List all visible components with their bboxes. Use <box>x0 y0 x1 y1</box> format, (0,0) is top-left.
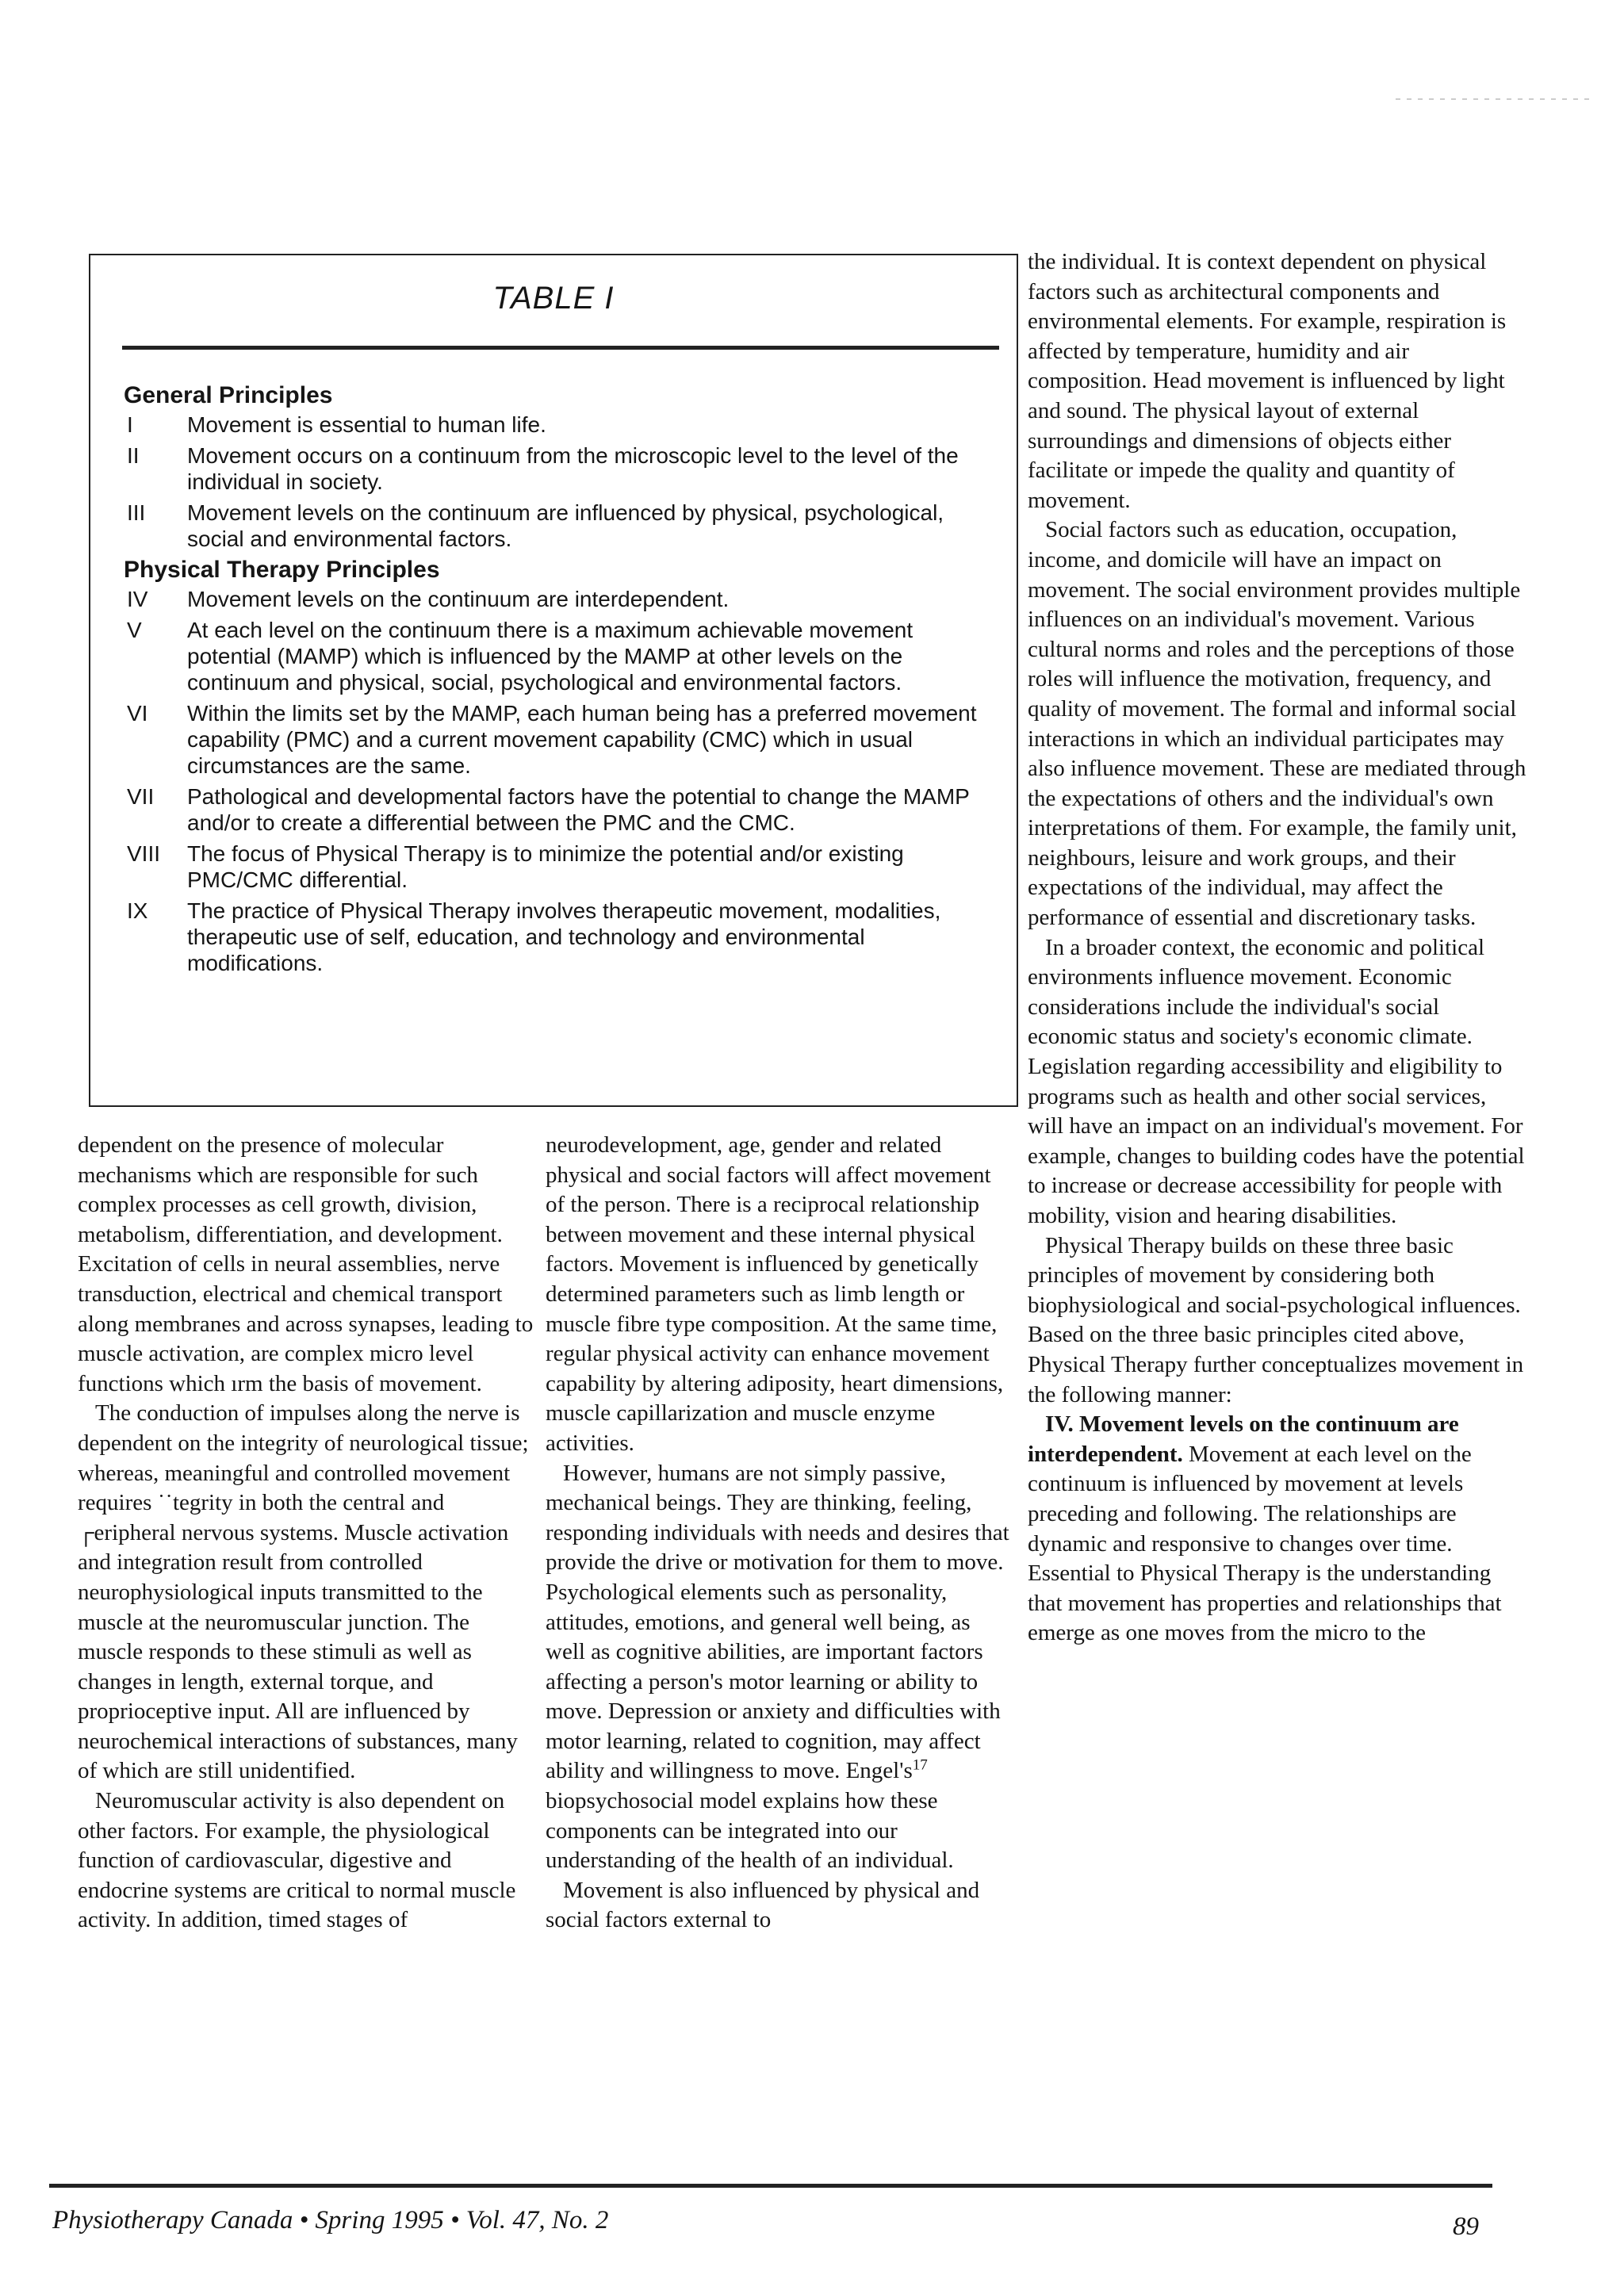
table-item <box>124 412 1001 438</box>
item-text: Movement is essential to human life. <box>187 412 546 437</box>
general-principles-heading: General Principles <box>124 382 333 408</box>
table-item <box>124 500 1001 552</box>
table-item <box>124 898 1001 976</box>
scan-artifact <box>1396 98 1594 100</box>
item-number: IV <box>127 587 148 611</box>
item-number: IX <box>127 898 148 923</box>
table-title-rule <box>122 346 999 350</box>
column-middle <box>546 1131 1013 1936</box>
item-number: VII <box>127 784 155 809</box>
table-title: TABLE I <box>492 281 615 316</box>
paragraph: the individual. It is context dependent on physical factors such as architectural components and environmental elements. For example, respiration is affected by temperature, humidity and air composition. Head movement is influenced by light and sound. The physical layout of external surroundings and dimensions of objects either facilitate or impede the quality and quantity of movement. <box>1028 249 1507 513</box>
column-left <box>78 1131 538 1936</box>
paragraph: dependent on the presence of molecular mechanisms which are responsible for such complex processes as cell growth, division, metabolism, differentiation, and development. Excitation of cells in neural assemblies, nerve transduction, electrical and chemical transport along membranes and across synapses, leading to muscle activation, are complex micro level functions which ırm the basis of movement. <box>78 1132 534 1396</box>
principles-table <box>89 254 1018 1107</box>
column-right <box>1028 247 1527 1649</box>
citation-superscript: 17 <box>912 1756 928 1774</box>
paragraph: Movement is also influenced by physical and social factors external to <box>546 1877 980 1933</box>
paragraph: Neuromuscular activity is also dependent on other factors. For example, the physiological function of cardiovascular, digestive and endocrine systems are critical to normal muscle activity. In addition, timed stages of <box>78 1788 516 1933</box>
paragraph <box>546 1459 1013 1876</box>
paragraph <box>1028 1410 1527 1649</box>
item-number: III <box>127 500 146 525</box>
table-item <box>124 700 1001 779</box>
journal-citation: Physiotherapy Canada • Spring 1995 • Vol. 47, No. 2 <box>52 2206 609 2234</box>
paragraph: Physical Therapy builds on these three basic principles of movement by considering both biophysiological and social-psychological influences. Based on the three basic principles cited above, Physical Therapy further conceptualizes movement in the following manner: <box>1028 1232 1524 1407</box>
paragraph-text: biopsychosocial model explains how these components can be integrated into our understanding of the health of an individual. <box>546 1788 954 1874</box>
page-number: 89 <box>1453 2212 1479 2241</box>
table-item <box>124 586 1001 612</box>
item-number: II <box>127 443 140 468</box>
paragraph: The conduction of impulses along the nerve is dependent on the integrity of neurological tissue; whereas, meaningful and controlled movement requires ˙˙tegrity in both the central and ┌eripheral nervous systems. Muscle activation and integration result from controlled neurophysiological inputs transmitted to the muscle at the neuromuscular junction. The muscle responds to these stimuli as well as changes in length, external torque, and proprioceptive input. All are influenced by neurochemical interactions of substances, many of which are still unidentified. <box>78 1400 529 1784</box>
item-text: The focus of Physical Therapy is to minimize the potential and/or existing PMC/CMC differential. <box>187 841 904 892</box>
item-text: Movement levels on the continuum are influenced by physical, psychological, social and environmental factors. <box>187 500 944 551</box>
item-number: VI <box>127 701 148 726</box>
table-item <box>124 783 1001 836</box>
table-content <box>124 382 1001 981</box>
principle-heading: IV. Movement levels on the continuum are interdependent. <box>1028 1411 1459 1467</box>
item-number: V <box>127 618 142 642</box>
table-item <box>124 442 1001 495</box>
general-principles-list <box>124 412 1001 552</box>
table-item <box>124 617 1001 695</box>
paragraph: In a broader context, the economic and political environments influence movement. Economic considerations include the individual's social economic status and society's economic climate. Legislation regarding accessibility and eligibility to programs such as health and other social services, will have an impact on an individual's movement. For example, changes to building codes have the potential to increase or decrease accessibility for people with mobility, vision and hearing disabilities. <box>1028 934 1525 1228</box>
item-number: I <box>127 412 133 437</box>
item-text: At each level on the continuum there is a maximum achievable movement potential (MAMP) which is influenced by the MAMP at other levels on the continuum and physical, social, psychological and environmental factors. <box>187 618 914 695</box>
item-number: VIII <box>127 841 161 866</box>
item-text: Pathological and developmental factors have the potential to change the MAMP and/or to create a differential between the PMC and the CMC. <box>187 784 970 835</box>
paragraph: Social factors such as education, occupation, income, and domicile will have an impact on movement. The social environment provides multiple influences on an individual's movement. Various cultural norms and roles and the perceptions of those roles will influence the motivation, frequency, and quality of movement. The formal and informal social interactions in which an individual participates may also influence movement. These are mediated through the expectations of others and the individual's own interpretations of them. For example, the family unit, neighbours, leisure and work groups, and their expectations of the individual, may affect the performance of essential and discretionary tasks. <box>1028 517 1526 931</box>
item-text: Within the limits set by the MAMP, each human being has a preferred movement capability (PMC) and a current movement capability (CMC) which in usual circumstances are the same. <box>187 701 977 778</box>
pt-principles-list <box>124 586 1001 976</box>
pt-principles-heading: Physical Therapy Principles <box>124 557 440 583</box>
footer-rule <box>49 2184 1492 2188</box>
item-text: Movement levels on the continuum are interdependent. <box>187 587 730 611</box>
paragraph-text: Movement at each level on the continuum is influenced by movement at levels preceding and following. The relationships are dynamic and responsive to changes over time. Essential to Physical Therapy is the understanding that movement has properties and relationships that emerge as one moves from the micro to the <box>1028 1441 1502 1646</box>
item-text: Movement occurs on a continuum from the microscopic level to the level of the individual in society. <box>187 443 959 494</box>
table-item <box>124 841 1001 893</box>
item-text: The practice of Physical Therapy involves therapeutic movement, modalities, therapeutic use of self, education, and technology and environmental modifications. <box>187 898 941 975</box>
paragraph-text: However, humans are not simply passive, mechanical beings. They are thinking, feeling, responding individuals with needs and desires that provide the drive or motivation for them to move. Psychological elements such as personality, attitudes, emotions, and general well being, as well as cognitive abilities, are important factors affecting a person's motor learning or ability to move. Depression or anxiety and difficulties with motor learning, related to cognition, may affect ability and willingness to move. Engel's <box>546 1460 1009 1784</box>
paragraph: neurodevelopment, age, gender and related physical and social factors will affect movement of the person. There is a reciprocal relationship between movement and these internal physical factors. Movement is influenced by genetically determined parameters such as limb length or muscle fibre type composition. At the same time, regular physical activity can enhance movement capability by altering adiposity, heart dimensions, muscle capillarization and muscle enzyme activities. <box>546 1132 1004 1456</box>
